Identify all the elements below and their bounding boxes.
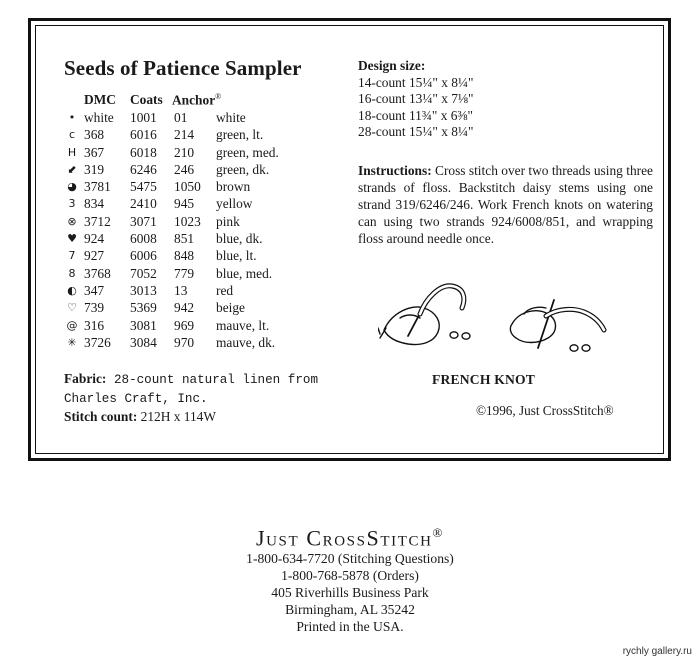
- header-anchor: [172, 92, 221, 108]
- floss-anchor: 246: [174, 161, 195, 177]
- floss-coats: 6008: [130, 231, 157, 247]
- pattern-title: Seeds of Patience Sampler: [64, 56, 302, 80]
- floss-color-name: pink: [216, 213, 240, 229]
- design-size-line: 18-count 11¾" x 6⅜": [358, 107, 473, 123]
- publisher-brand-name: Just CrossStitch: [255, 525, 433, 551]
- floss-coats: 6006: [130, 248, 157, 264]
- publisher-footer: [0, 520, 700, 635]
- header-anchor-reg: ®: [215, 92, 222, 101]
- floss-symbol: 7: [68, 249, 76, 263]
- floss-coats: 3081: [130, 317, 157, 333]
- floss-symbol: ◐: [67, 283, 77, 297]
- french-knot-label: FRENCH KNOT: [432, 372, 536, 387]
- floss-anchor: 969: [174, 317, 195, 333]
- floss-dmc: 316: [84, 317, 105, 333]
- floss-coats: 5475: [130, 179, 157, 195]
- design-size: [358, 58, 473, 141]
- floss-anchor: 848: [174, 248, 195, 264]
- stitch-count-value: 212H x 114W: [137, 409, 217, 424]
- floss-anchor: 1023: [174, 213, 201, 229]
- floss-symbol: ♡: [67, 301, 77, 315]
- instructions-label: Instructions:: [358, 163, 432, 178]
- left-hand-illustration: [384, 307, 439, 345]
- floss-dmc: 927: [84, 248, 105, 264]
- instructions-text: Cross stitch over two threads using three strands of floss. Backstitch daisy stems using one strand 319/6246/246. Work French knots on watering can using two strands 924/6008/851, and wrapping floss around needle once.: [358, 163, 653, 246]
- floss-color-name: mauve, dk.: [216, 334, 276, 350]
- floss-coats: 5369: [130, 300, 157, 316]
- floss-symbol: ♥: [67, 232, 77, 246]
- floss-anchor: 01: [174, 110, 188, 125]
- floss-symbol: 8: [68, 266, 76, 280]
- address-street: 405 Riverhills Business Park: [271, 584, 429, 600]
- floss-coats: 7052: [130, 265, 157, 281]
- floss-dmc: 3712: [84, 213, 111, 229]
- floss-color-name: red: [216, 282, 234, 298]
- publisher-brand: [0, 520, 700, 551]
- phone-orders: 1-800-768-5878 (Orders): [281, 568, 419, 584]
- floss-dmc: 739: [84, 300, 105, 316]
- header-dmc: DMC: [84, 92, 116, 107]
- floss-anchor: 210: [174, 144, 195, 160]
- design-size-line: 28-count 15¼" x 8¼": [358, 124, 474, 139]
- floss-color-name: blue, lt.: [216, 248, 257, 264]
- address-city: Birmingham, AL 35242: [285, 601, 415, 617]
- floss-color-name: beige: [216, 300, 245, 316]
- floss-coats: 3071: [130, 213, 157, 229]
- floss-dmc: 3781: [84, 179, 111, 195]
- floss-dmc: 3726: [84, 334, 111, 350]
- fabric-info: [64, 370, 344, 425]
- floss-color-name: green, med.: [216, 144, 279, 160]
- floss-symbol: c: [68, 128, 76, 142]
- instructions: [358, 162, 653, 247]
- floss-dmc: 319: [84, 161, 105, 177]
- header-coats: Coats: [130, 92, 163, 107]
- design-size-label: Design size:: [358, 58, 426, 73]
- floss-color-name: yellow: [216, 196, 253, 212]
- floss-anchor: 942: [174, 300, 195, 316]
- publisher-brand-reg: ®: [432, 525, 445, 540]
- floss-anchor: 214: [174, 127, 195, 143]
- floss-coats: 3013: [130, 282, 157, 298]
- floss-color-name: blue, med.: [216, 265, 273, 281]
- floss-dmc: 3768: [84, 265, 111, 281]
- french-knot-diagram: [378, 278, 618, 366]
- floss-coats: 2410: [130, 196, 157, 212]
- floss-anchor: 851: [174, 231, 195, 247]
- floss-coats: 6018: [130, 144, 157, 160]
- floss-coats: 6246: [130, 161, 157, 177]
- phone-stitching-questions: 1-800-634-7720 (Stitching Questions): [246, 551, 454, 567]
- site-watermark: rychly gallery.ru: [622, 646, 692, 657]
- floss-symbol: ✳: [67, 335, 77, 349]
- design-size-line: 16-count 13¼" x 7⅛": [358, 91, 474, 106]
- floss-coats: 6016: [130, 127, 157, 143]
- floss-symbol: ⊗: [67, 214, 77, 228]
- floss-coats: 3084: [130, 334, 157, 350]
- fabric-text: 28-count natural linen from Charles Craft, Inc.: [64, 373, 319, 406]
- floss-anchor: 779: [174, 265, 195, 281]
- floss-symbol: ◕: [67, 180, 77, 194]
- floss-color-name: brown: [216, 179, 251, 195]
- floss-color-name: mauve, lt.: [216, 317, 270, 333]
- design-size-line: 14-count 15¼" x 8¼": [358, 74, 474, 90]
- floss-dmc: white: [84, 110, 114, 125]
- floss-symbol: ⬋: [67, 162, 77, 176]
- floss-coats: 1001: [130, 110, 157, 125]
- printed-in: Printed in the USA.: [296, 618, 404, 634]
- floss-color-name: green, dk.: [216, 161, 270, 177]
- floss-anchor: 945: [174, 196, 195, 212]
- floss-dmc: 834: [84, 196, 105, 212]
- floss-symbol: @: [66, 318, 78, 332]
- floss-anchor: 13: [174, 282, 188, 298]
- floss-color-name: blue, dk.: [216, 231, 263, 247]
- floss-dmc: 347: [84, 282, 105, 298]
- floss-anchor: 1050: [174, 179, 201, 195]
- floss-color-name: green, lt.: [216, 127, 264, 143]
- floss-symbol: •: [68, 111, 76, 124]
- floss-color-name: white: [216, 110, 246, 125]
- copyright-notice: ©1996, Just CrossStitch®: [476, 403, 614, 418]
- stitch-count-label: Stitch count:: [64, 409, 138, 424]
- header-anchor-text: Anchor: [172, 92, 216, 108]
- fabric-label: Fabric:: [64, 371, 107, 386]
- floss-dmc: 924: [84, 231, 105, 247]
- floss-symbol: 3: [68, 197, 76, 211]
- floss-dmc: 367: [84, 144, 105, 160]
- floss-symbol: H: [67, 145, 77, 159]
- floss-dmc: 368: [84, 127, 105, 143]
- floss-anchor: 970: [174, 334, 195, 350]
